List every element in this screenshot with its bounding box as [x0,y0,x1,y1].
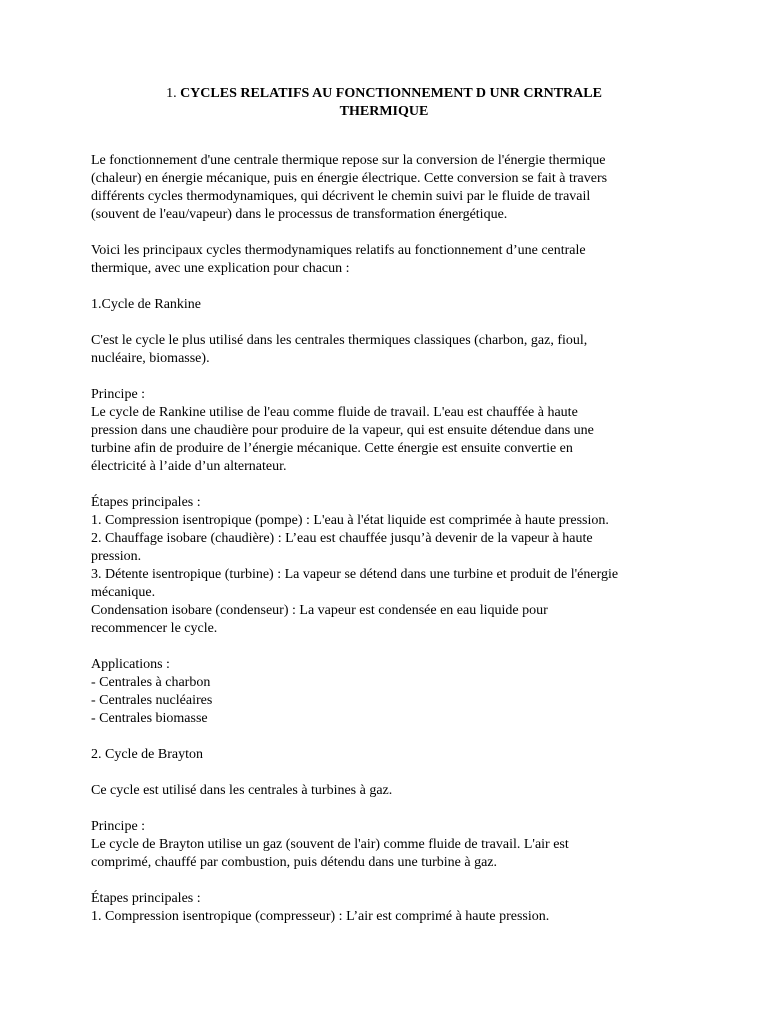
list-item: - Centrales nucléaires [91,693,213,708]
step-line: mécanique. [91,585,156,600]
text-line: Le cycle de Rankine utilise de l'eau comme fluide de travail. L'eau est chauffée à haute [91,405,578,420]
text-line: électricité à l’aide d’un alternateur. [91,459,287,474]
title-line-1: CYCLES RELATIFS AU FONCTIONNEMENT D UNR CRNTRALE [180,86,602,101]
text-line: (chaleur) en énergie mécanique, puis en énergie électrique. Cette conversion se fait à travers [91,171,608,186]
title-number: 1. [166,86,177,101]
rankine-principle [91,386,691,476]
text-line: Le cycle de Brayton utilise un gaz (souvent de l'air) comme fluide de travail. L'air est [91,837,569,852]
step-line: pression. [91,549,142,564]
intro-paragraph [91,152,691,224]
step-line: 2. Chauffage isobare (chaudière) : L’eau est chauffée jusqu’à devenir de la vapeur à haute [91,531,593,546]
steps-label: Étapes principales : [91,495,201,510]
overview-paragraph [91,242,691,278]
text-line: C'est le cycle le plus utilisé dans les centrales thermiques classiques (charbon, gaz, fioul, [91,333,588,348]
text-line: turbine afin de produire de l’énergie mécanique. Cette énergie est ensuite convertie en [91,441,573,456]
rankine-heading: 1.Cycle de Rankine [91,297,202,312]
brayton-steps [91,890,691,926]
step-line: 3. Détente isentropique (turbine) : La vapeur se détend dans une turbine et produit de l'énergie [91,567,619,582]
applications-label: Applications : [91,657,170,672]
brayton-heading: 2. Cycle de Brayton [91,747,203,762]
step-line: Condensation isobare (condenseur) : La vapeur est condensée en eau liquide pour [91,603,548,618]
step-line: recommencer le cycle. [91,621,218,636]
brayton-description [91,782,691,800]
principle-label: Principe : [91,387,146,402]
principle-label: Principe : [91,819,146,834]
document-body [91,152,691,926]
rankine-description [91,332,691,368]
text-line: nucléaire, biomasse). [91,351,210,366]
text-line: Ce cycle est utilisé dans les centrales à turbines à gaz. [91,783,393,798]
page-title [91,85,677,121]
text-line: Le fonctionnement d'une centrale thermique repose sur la conversion de l'énergie thermique [91,153,606,168]
steps-label: Étapes principales : [91,891,201,906]
text-line: différents cycles thermodynamiques, qui décrivent le chemin suivi par le fluide de travail [91,189,591,204]
text-line: comprimé, chauffé par combustion, puis détendu dans une turbine à gaz. [91,855,498,870]
step-line: 1. Compression isentropique (pompe) : L'eau à l'état liquide est comprimée à haute pression. [91,513,609,528]
title-line-2: THERMIQUE [339,104,429,119]
list-item: - Centrales biomasse [91,711,208,726]
list-item: - Centrales à charbon [91,675,211,690]
text-line: pression dans une chaudière pour produire de la vapeur, qui est ensuite détendue dans une [91,423,594,438]
text-line: thermique, avec une explication pour chacun : [91,261,350,276]
brayton-principle [91,818,691,872]
text-line: Voici les principaux cycles thermodynamiques relatifs au fonctionnement d’une centrale [91,243,586,258]
step-line: 1. Compression isentropique (compresseur) : L’air est comprimé à haute pression. [91,909,550,924]
text-line: (souvent de l'eau/vapeur) dans le processus de transformation énergétique. [91,207,508,222]
rankine-steps [91,494,691,638]
rankine-applications [91,656,691,728]
